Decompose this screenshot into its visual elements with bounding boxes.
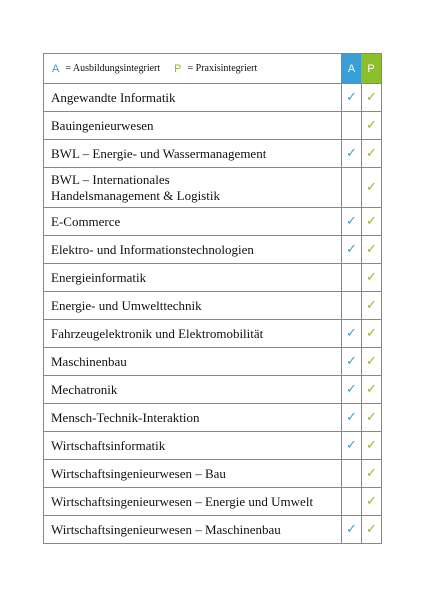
- check-a-icon: ✓: [341, 140, 361, 167]
- program-name: BWL – Energie- und Wassermanagement: [51, 145, 267, 161]
- empty-a-cell: [341, 460, 361, 487]
- check-p-icon: ✓: [361, 348, 381, 375]
- table-row: [44, 319, 381, 347]
- check-a-icon: ✓: [341, 432, 361, 459]
- program-name: Energie- und Umwelttechnik: [51, 297, 202, 313]
- table-row: [44, 347, 381, 375]
- check-a-icon: ✓: [341, 236, 361, 263]
- check-p-icon: ✓: [361, 432, 381, 459]
- table-row: [44, 235, 381, 263]
- program-name: Maschinenbau: [51, 353, 127, 369]
- program-name: Wirtschaftsinformatik: [51, 437, 166, 453]
- program-name: Mensch-Technik-Interaktion: [51, 409, 200, 425]
- check-a-icon: ✓: [341, 376, 361, 403]
- check-p-icon: ✓: [361, 236, 381, 263]
- legend-a-key: A: [52, 62, 60, 75]
- program-name: BWL – Internationales Handelsmanagement & Logistik: [51, 171, 220, 203]
- empty-a-cell: [341, 168, 361, 207]
- check-a-icon: ✓: [341, 516, 361, 543]
- table-row: [44, 487, 381, 515]
- table-row: [44, 263, 381, 291]
- legend: [44, 54, 341, 83]
- program-name: E-Commerce: [51, 213, 121, 229]
- empty-a-cell: [341, 488, 361, 515]
- program-name: Wirtschaftsingenieurwesen – Energie und Umwelt: [51, 493, 314, 509]
- check-a-icon: ✓: [341, 208, 361, 235]
- program-table: [43, 53, 382, 544]
- table-row: [44, 83, 381, 111]
- table-row: [44, 459, 381, 487]
- check-p-icon: ✓: [361, 208, 381, 235]
- legend-p-key: P: [174, 62, 182, 75]
- program-name: Fahrzeugelektronik und Elektromobilität: [51, 325, 264, 341]
- table-row: [44, 207, 381, 235]
- empty-a-cell: [341, 292, 361, 319]
- table-row: [44, 515, 381, 543]
- empty-a-cell: [341, 112, 361, 139]
- program-name: Bauingenieurwesen: [51, 117, 154, 133]
- check-p-icon: ✓: [361, 320, 381, 347]
- check-p-icon: ✓: [361, 516, 381, 543]
- check-a-icon: ✓: [341, 84, 361, 111]
- table-row: [44, 139, 381, 167]
- check-p-icon: ✓: [361, 264, 381, 291]
- table-row: [44, 375, 381, 403]
- program-name: Energieinformatik: [51, 269, 147, 285]
- table-row: [44, 111, 381, 139]
- table-row: [44, 431, 381, 459]
- check-p-icon: ✓: [361, 112, 381, 139]
- program-name: Angewandte Informatik: [51, 89, 176, 105]
- check-p-icon: ✓: [361, 84, 381, 111]
- check-p-icon: ✓: [361, 292, 381, 319]
- table-row: [44, 167, 381, 207]
- table-header: [44, 54, 381, 83]
- legend-p-text: = Praxisintegriert: [187, 63, 258, 74]
- check-p-icon: ✓: [361, 460, 381, 487]
- check-p-icon: ✓: [361, 488, 381, 515]
- check-a-icon: ✓: [341, 404, 361, 431]
- header-a: A: [341, 54, 361, 83]
- check-p-icon: ✓: [361, 168, 381, 207]
- table-row: [44, 403, 381, 431]
- check-p-icon: ✓: [361, 404, 381, 431]
- header-p: P: [361, 54, 381, 83]
- program-name: Wirtschaftsingenieurwesen – Maschinenbau: [51, 521, 281, 537]
- program-name: Wirtschaftsingenieurwesen – Bau: [51, 465, 226, 481]
- check-p-icon: ✓: [361, 376, 381, 403]
- empty-a-cell: [341, 264, 361, 291]
- check-p-icon: ✓: [361, 140, 381, 167]
- program-name: Mechatronik: [51, 381, 118, 397]
- table-row: [44, 291, 381, 319]
- program-name: Elektro- und Informationstechnologien: [51, 241, 254, 257]
- table-body: [44, 83, 381, 543]
- check-a-icon: ✓: [341, 320, 361, 347]
- legend-a-text: = Ausbildungsintegriert: [65, 63, 161, 74]
- check-a-icon: ✓: [341, 348, 361, 375]
